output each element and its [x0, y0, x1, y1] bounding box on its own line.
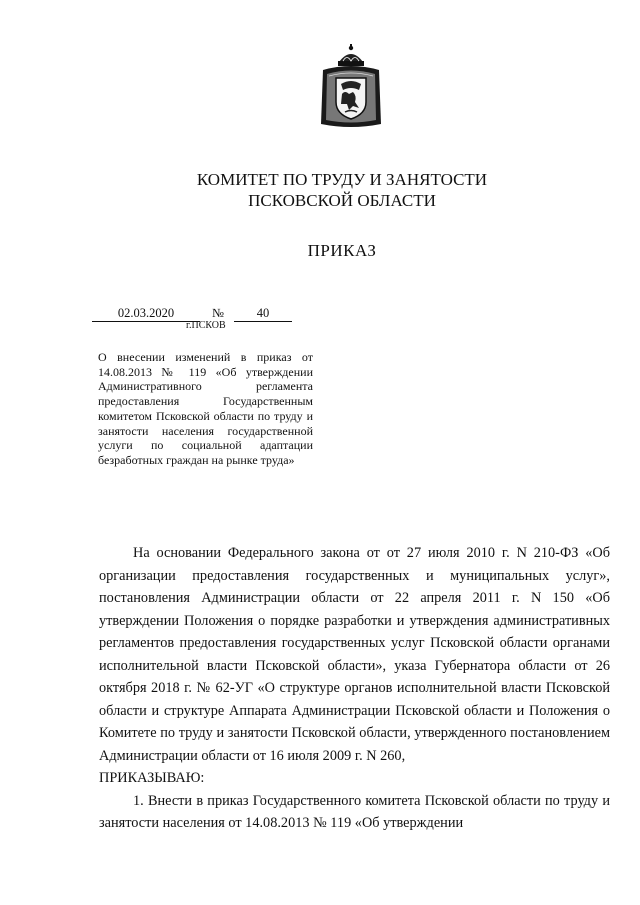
number-sign: №	[212, 306, 224, 320]
city-label: г.ПСКОВ	[186, 320, 226, 331]
shield-icon	[336, 78, 366, 119]
coat-of-arms-emblem	[319, 44, 383, 130]
organization-name-line1: КОМИТЕТ ПО ТРУДУ И ЗАНЯТОСТИ	[196, 170, 488, 189]
order-item-1: 1. Внести в приказ Государственного комитета Псковской области по труду и занятости населения от 14.08.2013 № 119 «Об утверждении	[99, 792, 610, 831]
organization-name-line2: ПСКОВСКОЙ ОБЛАСТИ	[248, 191, 436, 210]
body-paragraph-basis: На основании Федерального закона от от 27 июля 2010 г. N 210-ФЗ «Об организации предоставления государственных и муниципальных услуг», постановления Администрации области от 22 апреля 2011 г. N 150 «Об утверждении Положения о порядке разработки и утверждения административных регламентов предоставления государственных услуг Псковской области органами исполнительной власти Псковской области», указа Губернатора области от 26 октября 2018 г. № 62-УГ «О структуре органов исполнительной власти Псковской области и структуре Аппарата Администрации Псковской области и Положения о Комитете по труду и занятости Псковской области, утвержденного постановлением Администрации области от 16 июля 2009 г. N 260,	[99, 545, 610, 764]
document-subject: О внесении изменений в приказ от 14.08.2013 № 119 «Об утверждении Административного регламента предоставления Государственным комитетом Псковской области по труду и занятости населения государственной услуги по социальной адаптации безработных граждан на рынке труда»	[98, 350, 313, 467]
document-date: 02.03.2020	[92, 306, 200, 322]
document-type-title: ПРИКАЗ	[307, 241, 377, 260]
document-body	[99, 542, 610, 835]
crown-icon	[338, 44, 364, 66]
document-number: 40	[234, 306, 292, 322]
order-word: ПРИКАЗЫВАЮ:	[99, 770, 205, 786]
